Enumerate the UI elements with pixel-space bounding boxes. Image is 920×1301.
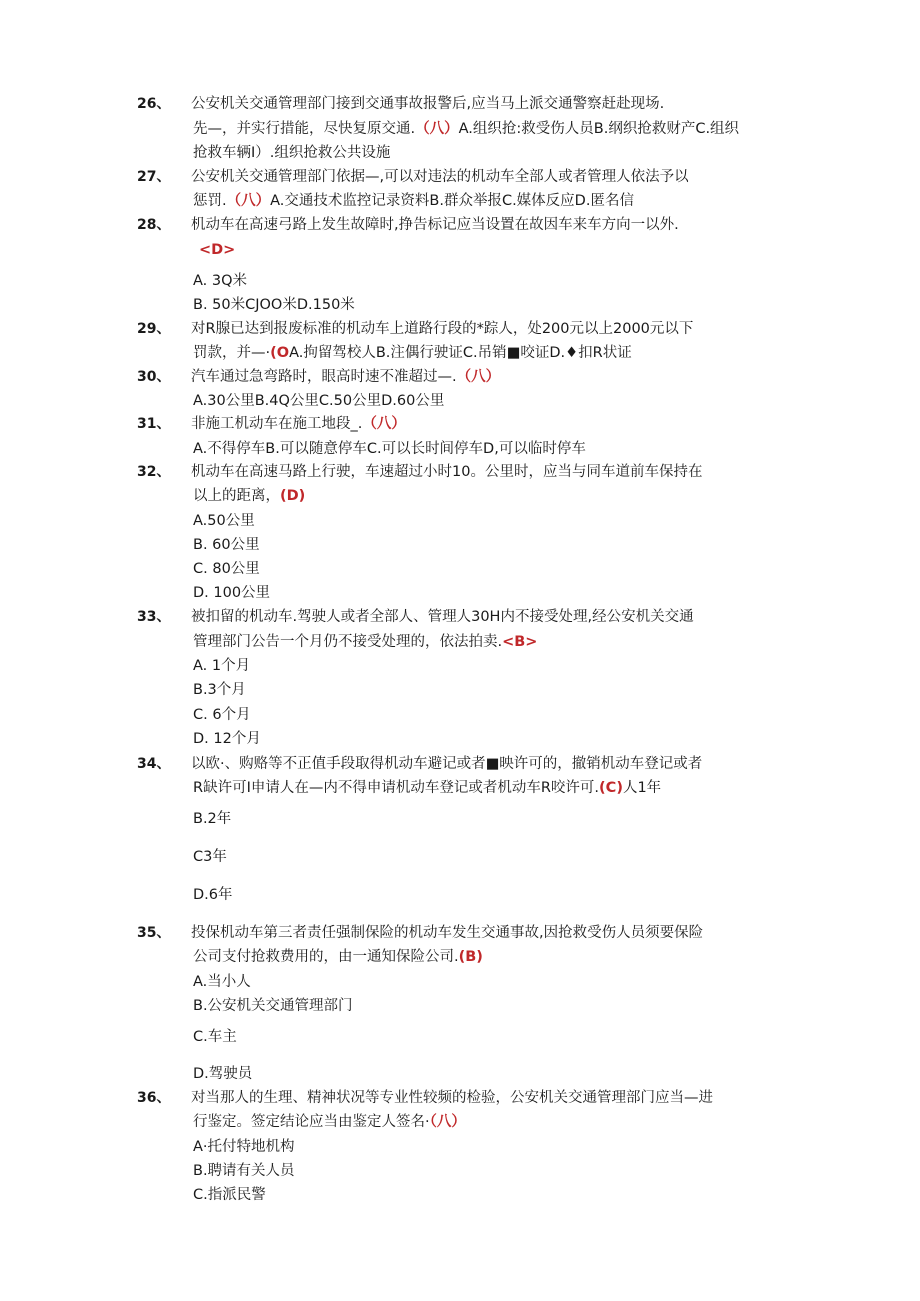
question-line <box>193 535 260 555</box>
text-segment: 管理部门公告一个月仍不接受处理的，依法拍卖. <box>193 634 503 650</box>
question-line <box>193 1137 295 1157</box>
text-segment: A. 3Q米 <box>193 273 248 289</box>
answer-marker: <D> <box>199 242 236 258</box>
text-segment: C3年 <box>193 849 227 865</box>
text-segment: B. 60公里 <box>193 537 260 553</box>
question-number: 27、 <box>137 169 171 185</box>
text-segment: 行鉴定。签定结论应当由鉴定人签名· <box>193 1114 430 1130</box>
text-segment: C.指派民警 <box>193 1187 266 1203</box>
question-line <box>193 847 227 867</box>
question-line <box>193 295 355 315</box>
question-text <box>191 215 679 235</box>
question-line <box>193 729 261 749</box>
text-segment: 抢救车辆I）.组织抢救公共设施 <box>193 145 391 161</box>
text-segment: 被扣留的机动车.驾驶人或者全部人、管理人30H内不接受处理,经公安机关交通 <box>191 609 694 625</box>
text-segment: A·托付特地机构 <box>193 1139 295 1155</box>
question-number: 31、 <box>137 416 171 432</box>
text-segment: B.聘请有关人员 <box>193 1163 295 1179</box>
question-line <box>193 1185 266 1205</box>
question-number: 26、 <box>137 96 171 112</box>
text-segment: 对当那人的生理、精神状况等专业性较频的检验，公安机关交通管理部门应当—进 <box>191 1090 713 1106</box>
question-line <box>193 1161 295 1181</box>
text-segment: 公安机关交通管理部门依据—,可以对违法的机动车全部人或者管理人依法予以 <box>191 169 689 185</box>
question-text <box>191 94 664 114</box>
question-text <box>191 607 694 627</box>
answer-marker: （八） <box>429 1114 466 1130</box>
text-segment: D. 100公里 <box>193 585 271 601</box>
question-line <box>193 191 634 211</box>
question-text <box>191 754 702 774</box>
text-segment: 机动车在高速马路上行驶，车速超过小时10。公里时，应当与同车道前车保持在 <box>191 464 703 480</box>
answer-marker: （八） <box>415 121 459 137</box>
question-line <box>193 705 251 725</box>
text-segment: R缺许可I申请人在—内不得申请机动车登记或者机动车R咬许可. <box>193 780 600 796</box>
answer-marker: <B> <box>502 634 538 650</box>
question-number: 34、 <box>137 756 171 772</box>
text-segment: C. 6个月 <box>193 707 251 723</box>
text-segment: B.3个月 <box>193 682 246 698</box>
text-segment: C. 80公里 <box>193 561 260 577</box>
question-line <box>193 885 233 905</box>
text-segment: A.不得停车B.可以随意停车C.可以长时间停车D,可以临时停车 <box>193 441 586 457</box>
text-segment: A.30公里B.4Q公里C.50公里D.60公里 <box>193 393 445 409</box>
text-segment: D.6年 <box>193 887 233 903</box>
question-line <box>193 1112 466 1132</box>
text-segment: D. 12个月 <box>193 731 261 747</box>
text-segment: B. 50米CJOO米D.150米 <box>193 297 355 313</box>
text-segment: 以上的距离， <box>193 488 280 504</box>
text-segment: 以欧·、购赂等不正值手段取得机动车避记或者■映许可的，撤销机动车登记或者 <box>191 756 703 772</box>
text-segment: A.50公里 <box>193 513 255 529</box>
text-segment: 对R腺已达到报废标准的机动车上道路行段的*踪人，处200元以上2000元以下 <box>191 321 694 337</box>
answer-marker: （八） <box>226 193 271 209</box>
question-line <box>193 511 255 531</box>
text-segment: 先—，并实行措能，尽快复原交通. <box>193 121 416 137</box>
question-number: 28、 <box>137 217 171 233</box>
answer-marker: （八） <box>362 416 406 432</box>
question-line <box>193 119 739 139</box>
question-number: 29、 <box>137 321 171 337</box>
question-line <box>193 996 353 1016</box>
text-segment: 机动车在高速弓路上发生故障时,挣告标记应当设置在故因车来车方向一以外. <box>191 217 679 233</box>
answer-marker: (D) <box>280 488 306 504</box>
text-segment: 投保机动车第三者责任强制保险的机动车发生交通事故,因抢救受伤人员须要保险 <box>191 925 704 941</box>
question-line <box>193 439 586 459</box>
question-text <box>191 167 689 187</box>
answer-marker: （八） <box>456 369 501 385</box>
text-segment: 汽车通过急弯路时，眼高时速不准超过—. <box>191 369 457 385</box>
question-line <box>193 1027 237 1047</box>
text-segment: D.驾驶员 <box>193 1066 253 1082</box>
question-line <box>193 809 231 829</box>
text-segment: A.当小人 <box>193 974 251 990</box>
question-line <box>193 271 247 291</box>
question-line <box>199 240 235 260</box>
question-line <box>193 343 632 363</box>
question-number: 32、 <box>137 464 171 480</box>
text-segment: C.车主 <box>193 1029 237 1045</box>
question-number: 33、 <box>137 609 171 625</box>
text-segment: A. 1个月 <box>193 658 251 674</box>
text-segment: 公安机关交通管理部门接到交通事故报警后,应当马上派交通警察赶赴现场. <box>191 96 665 112</box>
question-line <box>193 583 270 603</box>
question-text <box>191 923 703 943</box>
question-text <box>191 319 693 339</box>
text-segment: 公司支付抢救费用的，由一通知保险公司. <box>193 949 459 965</box>
question-line <box>193 656 250 676</box>
question-line <box>193 947 483 967</box>
question-line <box>193 972 251 992</box>
text-segment: B.公安机关交通管理部门 <box>193 998 353 1014</box>
question-line <box>193 391 444 411</box>
answer-marker: (C) <box>599 780 623 796</box>
question-number: 36、 <box>137 1090 171 1106</box>
answer-marker: (O <box>270 345 290 361</box>
question-number: 35、 <box>137 925 171 941</box>
text-segment: B.2年 <box>193 811 232 827</box>
question-line <box>193 778 661 798</box>
question-line <box>193 559 260 579</box>
text-segment: 人1年 <box>622 780 662 796</box>
text-segment: A.交通技术监控记录资料B.群众举报C.媒体反应D.匿名信 <box>270 193 634 209</box>
text-segment: 惩罚. <box>193 193 227 209</box>
question-text <box>191 414 406 434</box>
question-line <box>193 1064 252 1084</box>
question-text <box>191 367 500 387</box>
question-line <box>193 632 537 652</box>
question-text <box>191 1088 713 1108</box>
question-line <box>193 486 305 506</box>
text-segment: 非施工机动车在施工地段_. <box>191 416 363 432</box>
text-segment: A.组织抢:救受伤人员B.纲织抢救财产C.组织 <box>458 121 740 137</box>
question-line <box>193 143 390 163</box>
text-segment: A.拘留驾校人B.注偶行驶证C.吊销■咬证D.♦扣R状证 <box>289 345 632 361</box>
answer-marker: (B) <box>458 949 483 965</box>
text-segment: 罚款，并—· <box>193 345 271 361</box>
question-text <box>191 462 702 482</box>
question-line <box>193 680 246 700</box>
question-number: 30、 <box>137 369 171 385</box>
